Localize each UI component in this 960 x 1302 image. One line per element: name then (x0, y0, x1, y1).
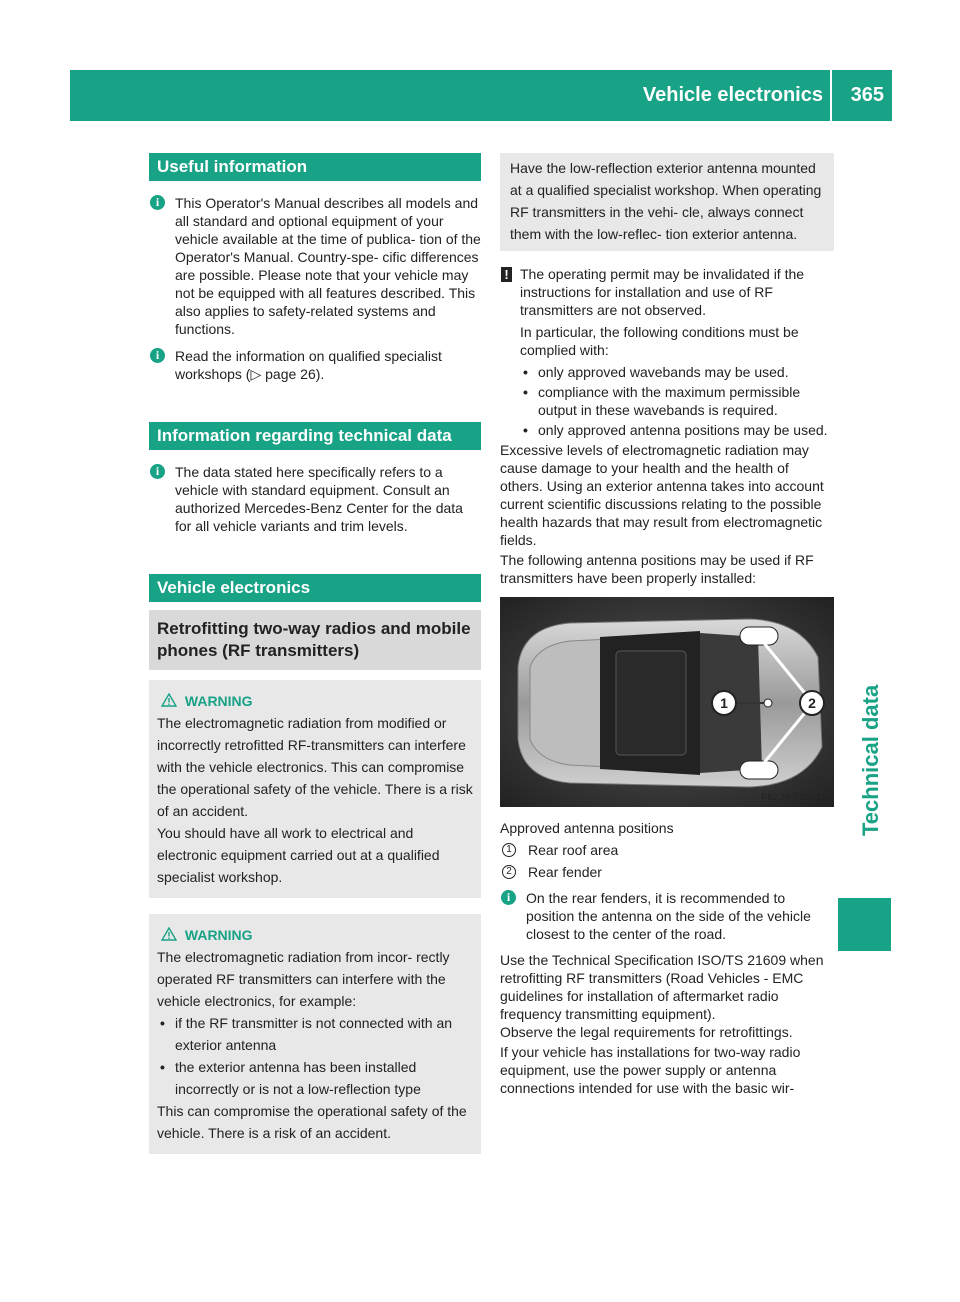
info-note (149, 463, 481, 535)
list-item-text: only approved wavebands may be used. (538, 364, 789, 380)
list-item-text: compliance with the maximum permissible output in these wavebands is required. (538, 384, 801, 418)
info-icon: i (501, 890, 516, 905)
legend-number: 1 (502, 843, 516, 857)
vehicle-top-view-image (500, 597, 834, 807)
body-paragraph: Excessive levels of electromagnetic radiation may cause damage to your health and the health of others. Using an exterior antenna takes into account current scientific discussions relating to the possible health hazards that may result from electromagnetic fields. (500, 442, 824, 548)
legend-item (500, 863, 834, 881)
heading-vehicle-electronics: Vehicle electronics (149, 574, 481, 602)
header-title: Vehicle electronics (642, 84, 823, 106)
warning-text: The electromagnetic radiation from modified or incorrectly retrofitted RF-transmitters can interfere with the vehicle electronics. This can compromise the operational safety of the vehicle. There is a risk of an accident. (157, 715, 473, 819)
info-text: Read the information on qualified specialist workshops (▷ page 26). (175, 348, 442, 382)
note-text: Have the low-reflection exterior antenna mounted at a qualified specialist workshop. When operating RF transmitters in the vehi- cle, always connect them with the low-reflec- tion exterior antenna. (510, 160, 822, 242)
exclamation-icon: ! (501, 267, 512, 282)
heading-useful-information: Useful information (149, 153, 481, 181)
image-caption: Approved antenna positions (500, 820, 674, 836)
list-item-text: the exterior antenna has been installed incorrectly or is not a low-reflection type (175, 1059, 421, 1097)
warning-triangle-icon (161, 693, 177, 707)
info-icon: i (150, 195, 165, 210)
warning-triangle-icon (161, 927, 177, 941)
svg-text:2: 2 (808, 695, 816, 711)
info-icon: i (150, 464, 165, 479)
svg-text:1: 1 (720, 695, 728, 711)
section-tab-label: Technical data (858, 684, 883, 836)
list-item: • compliance with the maximum permissible output in these wavebands is required. (523, 384, 801, 418)
list-item: • only approved wavebands may be used. (523, 364, 789, 380)
caution-text: The operating permit may be invalidated if the instructions for installation and use of RF transmitters are not observed. (520, 266, 805, 318)
heading-retrofitting: Retrofitting two-way radios and mobile phones (RF transmitters) (149, 610, 481, 670)
info-note (149, 347, 481, 383)
info-icon: i (150, 348, 165, 363)
caution-note (500, 265, 834, 439)
warning-title: WARNING (184, 927, 253, 943)
legend-label: Rear roof area (528, 842, 619, 858)
heading-technical-data: Information regarding technical data (149, 422, 481, 450)
car-top-view-illustration (500, 597, 834, 807)
legend-label: Rear fender (528, 864, 602, 880)
right-column (500, 153, 834, 1097)
body-paragraph: Use the Technical Specification ISO/TS 21609 when retrofitting RF transmitters (Road Vehicles - EMC guidelines for installation of aftermarket radio frequency transmitting equipment). (500, 952, 824, 1022)
body-paragraph: If your vehicle has installations for two-way radio equipment, use the power supply or antenna connections intended for use with the basic wir- (500, 1044, 801, 1096)
list-item-text: only approved antenna positions may be used. (538, 422, 828, 438)
note-box (500, 153, 834, 251)
list-item: • if the RF transmitter is not connected with an exterior antenna (160, 1015, 453, 1053)
body-paragraph: Observe the legal requirements for retrofittings. (500, 1024, 793, 1040)
warning-text: The electromagnetic radiation from incor- rectly operated RF transmitters can interfere with the vehicle electronics, for example: (157, 949, 450, 1009)
info-text: The data stated here specifically refers to a vehicle with standard equipment. Consult an authorized Mercedes-Benz Center for the data for all vehicle variants and trim levels. (175, 464, 463, 534)
warning-header (157, 924, 473, 946)
warning-text: This can compromise the operational safety of the vehicle. There is a risk of an accident. (157, 1103, 467, 1141)
header-divider (830, 70, 832, 121)
list-item: • the exterior antenna has been installed incorrectly or is not a low-reflection type (160, 1059, 421, 1097)
warning-text: You should have all work to electrical and electronic equipment carried out at a qualified specialist workshop. (157, 825, 440, 885)
section-tab-marker (838, 898, 891, 951)
list-item-text: if the RF transmitter is not connected with an exterior antenna (175, 1015, 453, 1053)
conditions-intro: In particular, the following conditions must be complied with: (520, 324, 799, 358)
warning-box (149, 680, 481, 898)
warning-box (149, 914, 481, 1154)
info-text: On the rear fenders, it is recommended to position the antenna on the side of the vehicle closest to the center of the road. (526, 890, 811, 942)
legend-number: 2 (502, 865, 516, 879)
info-text: This Operator's Manual describes all models and all standard and optional equipment of your vehicle available at the time of publica- tion of the Operator's Manual. Country-spe- cific differences are possible. Please note that your vehicle may not be equipped with all features described. This also applies to safety-related systems and functions. (175, 195, 481, 337)
legend-item (500, 841, 834, 859)
left-column (149, 153, 481, 1154)
info-note (500, 889, 834, 943)
info-note (149, 194, 481, 338)
warning-header (157, 690, 473, 712)
list-item: • only approved antenna positions may be used. (523, 422, 828, 438)
body-paragraph: The following antenna positions may be used if RF transmitters have been properly installed: (500, 552, 814, 586)
page-number: 365 (850, 84, 884, 106)
image-code: P82.70-7727-31 (761, 792, 826, 802)
page-header (70, 70, 892, 121)
warning-title: WARNING (184, 693, 253, 709)
